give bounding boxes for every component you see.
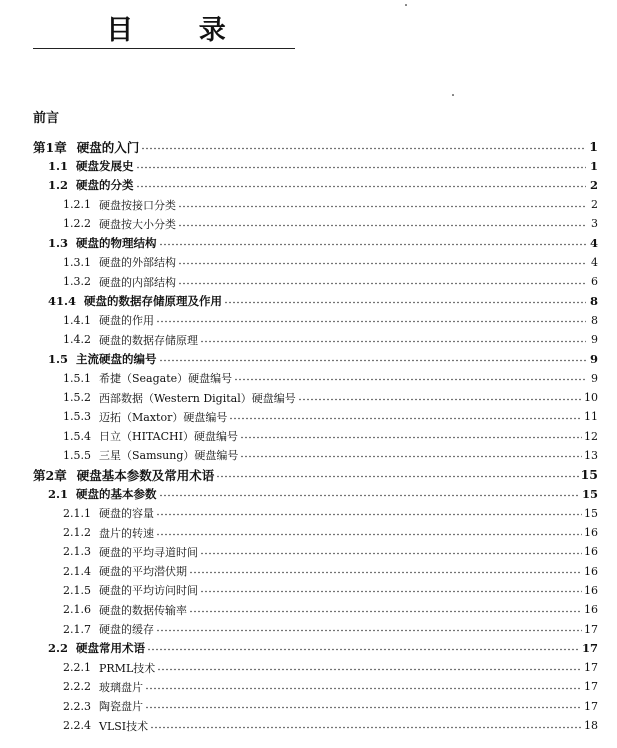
toc-entry-page: 16: [584, 564, 598, 578]
toc-entry-page: 4: [591, 255, 598, 269]
toc-entry-title: 硬盘的物理结构: [76, 236, 157, 251]
toc-entry-number: 2.1: [48, 486, 69, 501]
dot-leader: [216, 470, 578, 480]
toc-entry-number: 1.2: [48, 178, 69, 193]
toc-entry-number: 1.5.4: [63, 429, 91, 443]
toc-entry-sec: [0, 176, 617, 195]
toc-entry-sub: [0, 272, 617, 291]
toc-entry-page: 18: [584, 719, 598, 733]
toc-entry-page: 9: [589, 351, 598, 366]
toc-entry-sub: [0, 388, 617, 407]
toc-entry-title: 硬盘的基本参数: [76, 486, 157, 501]
toc-entry-sec: [0, 349, 617, 368]
toc-entry-number: 1.3.1: [63, 255, 91, 269]
scan-speck: [452, 94, 454, 96]
toc-entry-page: 13: [584, 448, 598, 462]
dot-leader: [189, 605, 582, 615]
toc-entry-number: 2.2.3: [63, 699, 91, 713]
toc-entry-sub: [0, 195, 617, 214]
dot-leader: [136, 161, 586, 171]
dot-leader: [298, 393, 582, 403]
toc-entry-title: PRML技术: [99, 661, 156, 675]
toc-entry-number: 2.1.5: [63, 583, 91, 597]
dot-leader: [156, 315, 586, 325]
title-underline: [33, 48, 295, 49]
toc-entry-page: 16: [584, 526, 598, 540]
toc-entry-page: 2: [591, 198, 598, 212]
table-of-contents: [0, 137, 617, 735]
toc-entry-page: 15: [581, 486, 598, 501]
toc-entry-number: 2.1.3: [63, 545, 91, 559]
dot-leader: [156, 508, 582, 518]
toc-entry-title: 硬盘的缓存: [99, 623, 154, 637]
toc-entry-sub: [0, 697, 617, 716]
toc-entry-title: 日立（HITACHI）硬盘编号: [99, 430, 238, 444]
toc-entry-title: 玻璃盘片: [99, 680, 143, 694]
toc-entry-sub: [0, 658, 617, 677]
page-title: 目 录: [106, 15, 254, 46]
dot-leader: [229, 412, 582, 422]
dot-leader: [178, 219, 586, 229]
dot-leader: [224, 296, 586, 306]
toc-entry-number: 2.2: [48, 641, 69, 656]
dot-leader: [189, 566, 582, 576]
toc-entry-sub: [0, 369, 617, 388]
dot-leader: [159, 354, 586, 364]
toc-entry-sub: [0, 716, 617, 735]
toc-entry-title: 硬盘的外部结构: [99, 256, 176, 270]
toc-entry-number: 2.1.7: [63, 622, 91, 636]
toc-entry-sub: [0, 504, 617, 523]
toc-entry-title: 硬盘的数据传输率: [99, 603, 187, 617]
toc-entry-title: 陶瓷盘片: [99, 700, 143, 714]
toc-entry-sec: [0, 291, 617, 310]
toc-entry-page: 9: [591, 333, 598, 347]
toc-entry-title: 硬盘的平均寻道时间: [99, 545, 198, 559]
toc-entry-number: 1.5.3: [63, 410, 91, 424]
toc-entry-page: 8: [591, 313, 598, 327]
dot-leader: [178, 200, 586, 210]
toc-entry-page: 10: [584, 391, 598, 404]
dot-leader: [159, 489, 580, 499]
toc-entry-sub: [0, 677, 617, 696]
toc-entry-title: 主流硬盘的编号: [76, 351, 157, 366]
toc-entry-number: 2.2.1: [63, 661, 91, 675]
dot-leader: [145, 701, 582, 711]
toc-entry-title: 硬盘常用术语: [76, 641, 146, 656]
toc-entry-sec: [0, 484, 617, 503]
toc-entry-number: 1.5.2: [63, 391, 91, 404]
toc-entry-number: 1.3.2: [63, 275, 91, 289]
toc-entry-title: 硬盘的作用: [99, 314, 154, 328]
toc-entry-sub: [0, 311, 617, 330]
dot-leader: [240, 450, 582, 460]
toc-entry-sec: [0, 233, 617, 252]
toc-entry-number: 1.1: [48, 158, 69, 173]
toc-entry-page: 16: [584, 603, 598, 617]
toc-entry-title: 迈拓（Maxtor）硬盘编号: [99, 410, 228, 424]
toc-entry-number: 1.2.2: [63, 217, 91, 231]
toc-entry-number: 1.3: [48, 236, 69, 251]
toc-entry-title: 硬盘按大小分类: [99, 217, 176, 231]
toc-entry-sub: [0, 581, 617, 600]
toc-entry-sub: [0, 446, 617, 465]
toc-entry-page: 12: [584, 429, 598, 443]
toc-entry-page: 2: [589, 178, 598, 193]
dot-leader: [200, 335, 586, 345]
toc-entry-number: 2.1.4: [63, 564, 91, 578]
toc-entry-number: 1.4.2: [63, 333, 91, 347]
toc-entry-number: 1.5: [48, 351, 69, 366]
preface-heading: 前言: [33, 111, 60, 126]
toc-entry-number: 1.5.5: [63, 448, 91, 462]
toc-entry-page: 15: [580, 467, 598, 483]
toc-entry-title: 硬盘的分类: [76, 178, 134, 193]
toc-entry-title: 硬盘的平均潜伏期: [99, 565, 187, 579]
toc-entry-page: 17: [581, 641, 598, 656]
toc-entry-title: 三星（Samsung）硬盘编号: [99, 449, 239, 463]
toc-entry-title: 硬盘发展史: [76, 158, 134, 173]
toc-entry-title: 硬盘的入门: [76, 139, 140, 155]
dot-leader: [147, 643, 580, 653]
dot-leader: [141, 142, 586, 152]
toc-entry-page: 6: [591, 275, 598, 289]
toc-entry-page: 8: [589, 294, 598, 309]
toc-entry-page: 17: [584, 661, 598, 675]
toc-entry-title: 硬盘的容量: [99, 507, 154, 521]
toc-entry-page: 11: [584, 410, 598, 424]
toc-entry-sub: [0, 330, 617, 349]
dot-leader: [157, 663, 582, 673]
toc-entry-title: VLSI技术: [99, 719, 149, 733]
toc-entry-page: 15: [584, 506, 598, 520]
toc-entry-page: 1: [589, 139, 598, 155]
toc-entry-number: 2.2.4: [63, 719, 91, 733]
toc-entry-number: 2.1.2: [63, 526, 91, 540]
toc-entry-title: 硬盘的内部结构: [99, 275, 176, 289]
toc-entry-number: 1.2.1: [63, 198, 91, 212]
toc-entry-page: 17: [584, 699, 598, 713]
dot-leader: [200, 585, 582, 595]
toc-entry-title: 硬盘按接口分类: [99, 198, 176, 212]
toc-entry-page: 17: [584, 680, 598, 694]
dot-leader: [136, 180, 586, 190]
dot-leader: [240, 431, 582, 441]
toc-entry-sub: [0, 562, 617, 581]
toc-entry-number: 2.1.1: [63, 506, 91, 520]
toc-entry-page: 3: [591, 217, 598, 231]
dot-leader: [178, 257, 586, 267]
toc-entry-title: 硬盘基本参数及常用术语: [76, 467, 215, 483]
toc-entry-page: 9: [591, 371, 598, 385]
toc-entry-title: 硬盘的数据存储原理及作用: [84, 294, 223, 309]
toc-entry-title: 硬盘的平均访问时间: [99, 584, 198, 598]
toc-entry-number: 41.4: [48, 294, 77, 309]
dot-leader: [200, 547, 582, 557]
toc-entry-page: 4: [589, 236, 598, 251]
toc-entry-number: 1.5.1: [63, 371, 91, 385]
toc-entry-title: 硬盘的数据存储原理: [99, 333, 198, 347]
scan-speck: [405, 4, 407, 6]
toc-entry-sub: [0, 600, 617, 619]
dot-leader: [156, 528, 582, 538]
toc-entry-number: 第2章: [33, 467, 67, 483]
toc-entry-sub: [0, 214, 617, 233]
toc-entry-number: 2.1.6: [63, 603, 91, 617]
toc-entry-sub: [0, 253, 617, 272]
dot-leader: [145, 682, 582, 692]
toc-entry-sub: [0, 542, 617, 561]
toc-entry-title: 盘片的转速: [99, 526, 154, 540]
toc-entry-ch: [0, 137, 617, 156]
toc-entry-sec: [0, 639, 617, 658]
dot-leader: [178, 277, 586, 287]
toc-entry-number: 1.4.1: [63, 313, 91, 327]
dot-leader: [150, 721, 582, 731]
toc-entry-ch: [0, 465, 617, 484]
toc-entry-page: 16: [584, 545, 598, 559]
toc-entry-title: 西部数据（Western Digital）硬盘编号: [99, 391, 296, 405]
dot-leader: [234, 373, 586, 383]
toc-entry-page: 16: [584, 583, 598, 597]
toc-entry-sub: [0, 426, 617, 445]
toc-entry-sub: [0, 523, 617, 542]
toc-entry-number: 第1章: [33, 139, 67, 155]
dot-leader: [159, 238, 586, 248]
dot-leader: [156, 624, 582, 634]
toc-entry-sec: [0, 156, 617, 175]
toc-entry-number: 2.2.2: [63, 680, 91, 694]
toc-entry-title: 希捷（Seagate）硬盘编号: [99, 372, 233, 386]
toc-entry-sub: [0, 407, 617, 426]
toc-entry-page: 1: [589, 158, 598, 173]
toc-entry-page: 17: [584, 622, 598, 636]
toc-entry-sub: [0, 619, 617, 638]
